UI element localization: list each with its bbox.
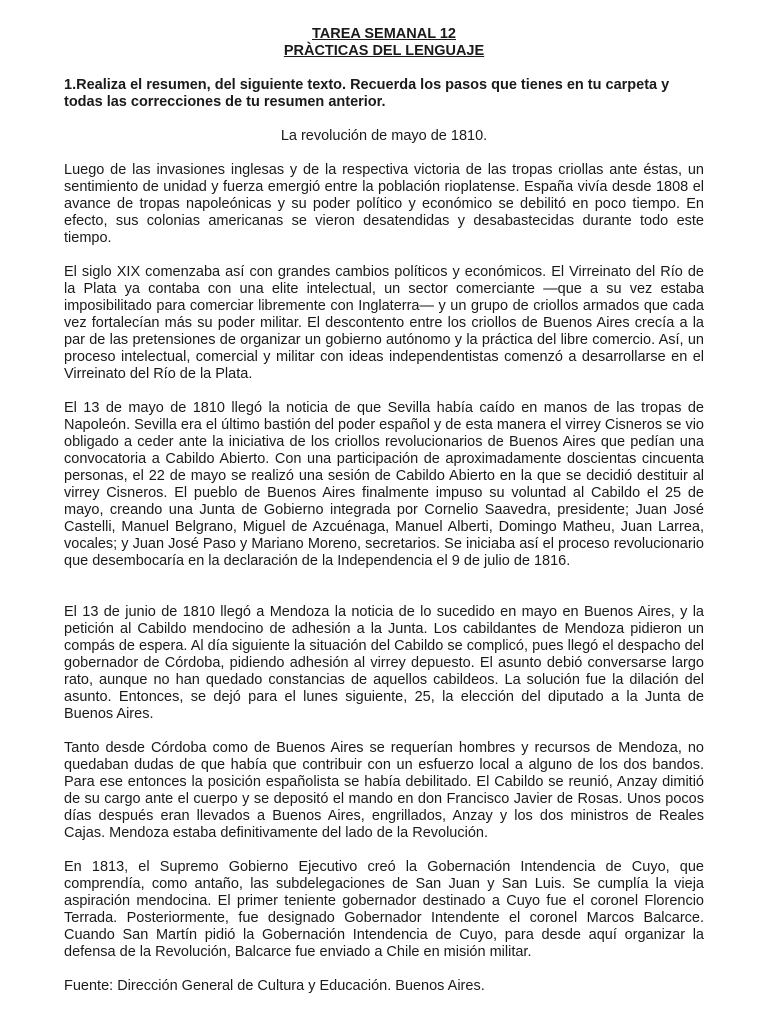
source-citation: Fuente: Dirección General de Cultura y Educación. Buenos Aires. [64,978,485,994]
document-title-line-2: PRÀCTICAS DEL LENGUAJE [283,43,485,59]
assignment-instruction: 1.Realiza el resumen, del siguiente texto. Recuerda los pasos que tienes en tu carpeta y todas las correcciones de tu resumen anterior. [64,77,670,110]
document-page [64,26,704,995]
paragraph-5: Tanto desde Córdoba como de Buenos Aires se requerían hombres y recursos de Mendoza, no quedaban dudas de que había que contribuir con un esfuerzo local a alguno de los dos bandos. Para ese entonces la posición españolista se había debilitado. El Cabildo se reunió, Anzay dimitió de su cargo ante el cuerpo y se depositó el mando en don Francisco Javier de Rosas. Unos pocos días después eran llevados a Buenos Aires, engrillados, Anzay y los dos ministros de Reales Cajas. Mendoza estaba definitivamente del lado de la Revolución. [64,740,704,841]
paragraph-2: El siglo XIX comenzaba así con grandes cambios políticos y económicos. El Virreinato del Río de la Plata ya contaba con una elite intelectual, un sector comerciante —que a su vez estaba imposibilitado para comerciar libremente con Inglaterra— y un grupo de criollos armados que cada vez fortalecían más su poder militar. El descontento entre los criollos de Buenos Aires crecía a la par de las pretensiones de organizar un gobierno autónomo y la práctica del libre comercio. Así, un proceso intelectual, comercial y militar con ideas independentistas comenzó a desarrollarse en el Virreinato del Río de la Plata. [64,264,704,382]
paragraph-4: El 13 de junio de 1810 llegó a Mendoza la noticia de lo sucedido en mayo en Buenos Aires, y la petición al Cabildo mendocino de adhesión a la Junta. Los cabildantes de Mendoza pidieron un compás de espera. Al día siguiente la situación del Cabildo se complicó, pues llegó el despacho del gobernador de Córdoba, pidiendo adhesión al virrey depuesto. El asunto debió conversarse largo rato, aunque no han quedado constancias de aquellos cabildeos. La solución fue la dilación del asunto. Entonces, se dejó para el lunes siguiente, 25, la elección del diputado a la Junta de Buenos Aires. [64,604,704,722]
document-title-line-1: TAREA SEMANAL 12 [312,26,456,42]
paragraph-1: Luego de las invasiones inglesas y de la respectiva victoria de las tropas criollas ante éstas, un sentimiento de unidad y fuerza emergió entre la población rioplatense. España vivía desde 1808 el avance de tropas napoleónicas y su poder político y económico se debilitó en poco tiempo. En efecto, sus colonias americanas se vieron desatendidas y desabastecidas durante todo este tiempo. [64,162,704,246]
paragraph-6: En 1813, el Supremo Gobierno Ejecutivo creó la Gobernación Intendencia de Cuyo, que comprendía, como antaño, las subdelegaciones de San Juan y San Luis. Se cumplía la vieja aspiración mendocina. El primer teniente gobernador destinado a Cuyo fue el coronel Florencio Terrada. Posteriormente, fue designado Gobernador Intendente el coronel Marcos Balcarce. Cuando San Martín pidió la Gobernación Intendencia de Cuyo, para desde aquí organizar la defensa de la Revolución, Balcarce fue enviado a Chile en misión militar. [64,859,704,960]
paragraph-3: El 13 de mayo de 1810 llegó la noticia de que Sevilla había caído en manos de las tropas de Napoleón. Sevilla era el último bastión del poder español y de esta manera el virrey Cisneros se vio obligado a ceder ante la iniciativa de los criollos revolucionarios de Buenos Aires que pedían una convocatoria a Cabildo Abierto. Con una participación de aproximadamente doscientas cincuenta personas, el 22 de mayo se realizó una sesión de Cabildo Abierto en la que se decidió destituir al virrey Cisneros. El pueblo de Buenos Aires finalmente impuso su voluntad al Cabildo el 25 de mayo, creando una Junta de Gobierno integrada por Cornelio Saavedra, presidente; Juan José Castelli, Manuel Belgrano, Miguel de Azcuénaga, Manuel Alberti, Domingo Matheu, Juan Larrea, vocales; y Juan José Paso y Mariano Moreno, secretarios. Se iniciaba así el proceso revolucionario que desembocaría en la declaración de la Independencia el 9 de julio de 1816. [64,400,704,569]
text-title: La revolución de mayo de 1810. [280,128,488,144]
